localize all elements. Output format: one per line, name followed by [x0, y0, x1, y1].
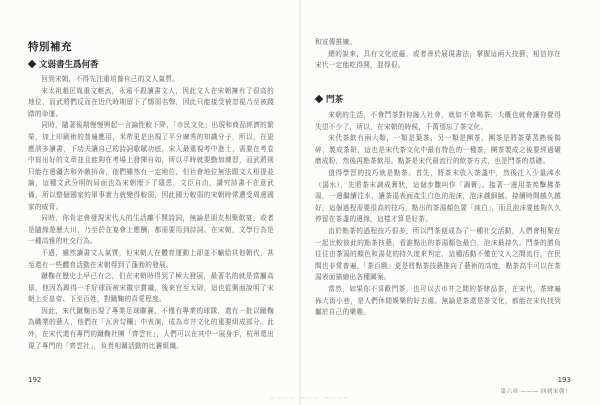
right-paragraph: 當然，如果你不喜歡門茶，也可以去市井之間的茶肆品茶，在宋代，茶肆遍佈大街小巷，是人們休閒娛樂的好去處。無論是茶還是茶文化，都能在宋代找到屬於自己的樂趣。 — [315, 284, 561, 317]
diamond-bullet-icon — [28, 60, 36, 68]
left-paragraph: 不過，雖然讀書文人氣質，但宋朝人在體育運動上卻並不輸給其他朝代，甚至還有一些體育活動在宋朝得到了蓬勃的發展。 — [28, 248, 274, 269]
left-body-text — [28, 74, 274, 352]
section-title: 特別補充 — [28, 41, 72, 53]
bleed-through-text — [0, 395, 600, 405]
right-page-number: 193 — [557, 376, 571, 384]
right-paragraph: 由於點茶的過程技巧很多，所以鬥茶便成為了一種社交活動，人們會相聚在一起比較彼此的點茶技藝，看誰點出的茶湯顏色最白、泡沫最持久。鬥茶的勝負往往由茶湯的顏色和湯花的持久度來判定，這種活動不僅在文人之間流行，在民間也非常普遍。「茶百戲」更是將點茶技藝推向了藝術的高度，點茶高手可以在茶湯表面描繪出各種圖案。 — [315, 226, 561, 282]
left-sub-heading-label: 文弱書生爲何香 — [39, 60, 99, 70]
right-body-text — [315, 110, 561, 319]
right-paragraph: 總的說來，具有文化底蘊，或者善於展現書法，掌握這兩大技藝，相信你在宋代一定能吃得開，混得很。 — [315, 49, 561, 70]
right-paragraph: 宋代茶飲有兩大類，一類是葉茶，另一類是團茶，團茶是將茶葉蒸熟後搗碎，製成茶餅，這也是宋代茶文化中最有特色的一種茶，團茶製成之後要經過碾磨成粉，然後再點茶飲用。點茶是宋代最流行的飲茶方式，也是鬥茶的基礎。 — [315, 134, 561, 166]
right-sub-heading-label: 門茶 — [326, 95, 344, 105]
right-paragraph: 和宣傳推廣。 — [315, 38, 357, 46]
left-paragraph: 回到宋朝，不得先注重培養自己的文人氣質。 — [41, 75, 180, 83]
right-paragraph: 宋朝的生活，不會鬥茶對你融入社會，就如不會喝茶，大概也就會讓你覺得失望不少了，所以，在宋朝的時候，千萬別忘了茶文化。 — [315, 111, 561, 131]
bleed-decoration: ▔▔▔▔ ▔▔▔ ▔▔▔▔ — [270, 398, 351, 405]
left-paragraph: 同時，你肯定會發現宋代人的生活離不開詩詞，無論是朋友相聚飲宴，或者是隨緣遊歷大川，乃至於在宴會上應酬，都需要用到詩詞。在宋朝，文學行為是一種高雅的社交行為。 — [28, 214, 274, 246]
left-page-number: 192 — [28, 376, 42, 384]
right-page — [301, 0, 600, 405]
left-paragraph: 蹴鞠在歷史上早已有之，但在宋朝時得到了極大發展，最著名的就是當屬高俅，他因為踢得一手好球而被宋徽宗賞識，後來官至太尉，這也從側面說明了宋朝上至皇帝、下至百姓，對蹴鞠的喜愛程度。 — [28, 272, 274, 304]
right-sub-heading — [315, 93, 343, 105]
left-paragraph: 同時，隨著後期慢慢興起一言論性較下降，「市民文化」出現和商品經濟的繁榮，加上印刷術的普遍應用，米芾更是出現了平分廣秀的知識分子，所以，在更應該多讀書，下功夫讓自己的詩詞歌賦功底，宋人最重視考中進士，需要在考卷中寫出好的文章並且能夠在考場上發揮自如，所以平時就要勤加練習，而武將則只能在邊疆去和外敵拚命，他們雖然有一定地位，但社會地位無法跟文人相提並論，這種文武分明的局面也為宋朝埋下了隱患，文臣自由，講究詩書不在意武備，所以整個國家的軍事實力就變得較弱，因此國力較弱的宋朝時常遭受周邊國家的威脅。 — [28, 121, 274, 211]
right-intro-text — [315, 37, 561, 72]
running-footer: 第六章 ——— 回到宋朝！ — [500, 389, 571, 395]
left-paragraph: 因此，宋代蹴鞠出現了專業足球聯賽，不僅有專業的球隊，還有一批以蹴鞠為職業的藝人，他們在「瓦舍勾欄」中表演，成為市井文化的重要組成部分。此外，在宋代還有專門的蹴鞠社團「齊雲社」，人們可以在其中一展身手，杭州還出現了專門的「齊雲社」，負責相關活動的比賽組織。 — [28, 306, 274, 350]
left-sub-heading — [28, 58, 99, 70]
diamond-bullet-icon — [315, 95, 323, 103]
left-paragraph: 宋太祖趙匡胤重文輕武，永遠不殺讀書文人，因此文人在宋朝擁有了很高的地位，而武將們反而在近代時期留下了懦弱名聲，因此只能接受被忽視乃至被踐踏的命運。 — [28, 86, 274, 118]
right-paragraph: 值得學習的技巧就是點茶。首先，將茶末放入茶盞中，然後注入少量沸水（湯水），先將茶末調成膏狀，這個步驟叫作「調膏」。接著一邊用茶筅擊拂茶湯，一邊繼續注水，讓茶湯表面產生白色的泡沫，泡沫越細膩、持續時間越久越好，這個過程需要很高的技巧，點出的茶湯顏色要「純白」，而且泡沫要能夠久久停留在茶盞的邊緣，這樣才算是好茶。 — [315, 168, 561, 224]
left-page — [0, 0, 299, 405]
